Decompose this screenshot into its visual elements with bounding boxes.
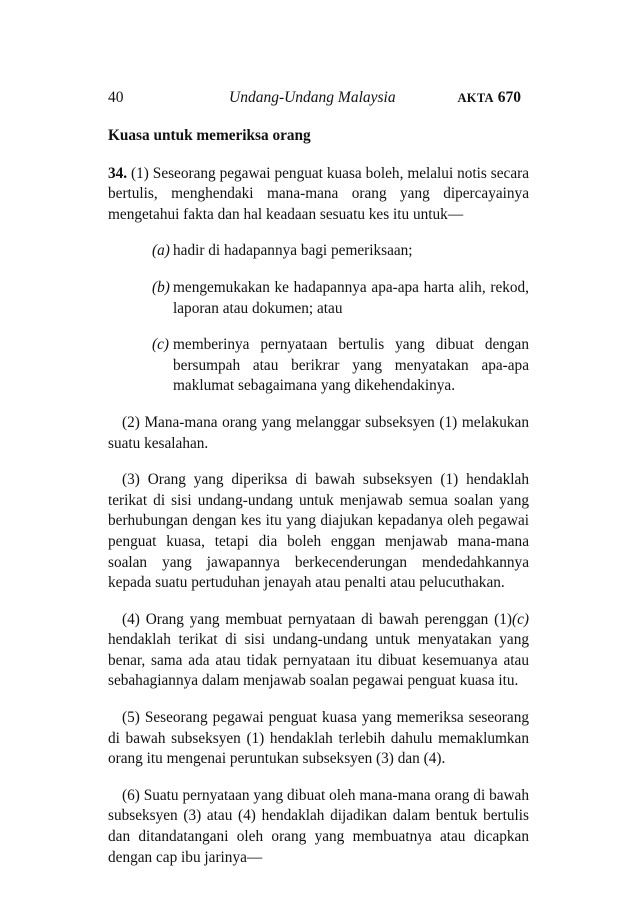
subsection-6: (6) Suatu pernyataan yang dibuat oleh mana-mana orang di bawah subseksyen (3) atau (4) hendaklah dijadikan dalam bentuk bertulis dan ditandatangani oleh orang yang membuatnya atau dicapkan dengan cap ibu jarinya—	[108, 786, 529, 866]
subsection-4-text-a: (4) Orang yang membuat pernyataan di bawah perenggan (1)	[122, 610, 513, 628]
paragraph-ref-c: (c)	[512, 610, 529, 628]
paragraph-label: (b)	[152, 278, 170, 296]
running-title: Undang-Undang Malaysia	[229, 89, 396, 106]
subsection-4-text-b: hendaklah terikat di sisi undang-undang untuk menyatakan yang benar, sama ada atau tidak pernyataan itu dibuat kesemuanya atau sebahagiannya dalam menjawab soalan pegawai penguat kuasa itu.	[108, 631, 529, 690]
section-intro-text: (1) Seseorang pegawai penguat kuasa boleh, melalui notis secara bertulis, menghendaki mana-mana orang yang dipercayainya mengetahui fakta dan hal keadaan sesuatu kes itu untuk—	[108, 164, 529, 223]
subsection-5: (5) Seseorang pegawai penguat kuasa yang memeriksa seseorang di bawah subseksyen (1) hendaklah terlebih dahulu memaklumkan orang itu mengenai peruntukan subseksyen (3) dan (4).	[108, 709, 529, 768]
act-reference	[457, 88, 521, 109]
document-page	[108, 88, 529, 868]
section-number: 34.	[108, 164, 128, 182]
paragraph-list	[108, 241, 529, 397]
paragraph-label: (c)	[152, 336, 169, 354]
paragraph-b	[152, 278, 529, 319]
running-header	[108, 88, 529, 110]
act-number: 670	[497, 89, 521, 106]
paragraph-text: hadir di hadapannya bagi pemeriksaan;	[173, 242, 413, 260]
section-heading: Kuasa untuk memeriksa orang	[108, 127, 311, 144]
paragraph-c	[152, 335, 529, 397]
paragraph-a	[152, 241, 529, 262]
page-number: 40	[108, 89, 124, 106]
act-label: AKTA	[457, 91, 494, 105]
paragraph-text: mengemukakan ke hadapannya apa-apa harta alih, rekod, laporan atau dokumen; atau	[173, 278, 529, 317]
paragraph-label: (a)	[152, 242, 170, 260]
subsection-2: (2) Mana-mana orang yang melanggar subseksyen (1) melakukan suatu kesalahan.	[108, 413, 529, 452]
section-34-intro	[108, 164, 529, 226]
paragraph-text: memberinya pernyataan bertulis yang dibuat dengan bersumpah atau berikrar yang menyatakan apa-apa maklumat sebagaimana yang dikehendakinya.	[173, 336, 529, 395]
subsection-3: (3) Orang yang diperiksa di bawah subseksyen (1) hendaklah terikat di sisi undang-undang untuk menjawab semua soalan yang berhubungan dengan kes itu yang diajukan kepadanya oleh pegawai penguat kuasa, tetapi dia boleh enggan menjawab mana-mana soalan yang jawapannya berkecenderungan mendedahkannya kepada suatu pertuduhan jenayah atau penalti atau pelucuthakan.	[108, 471, 529, 592]
subsection-4	[108, 610, 529, 692]
